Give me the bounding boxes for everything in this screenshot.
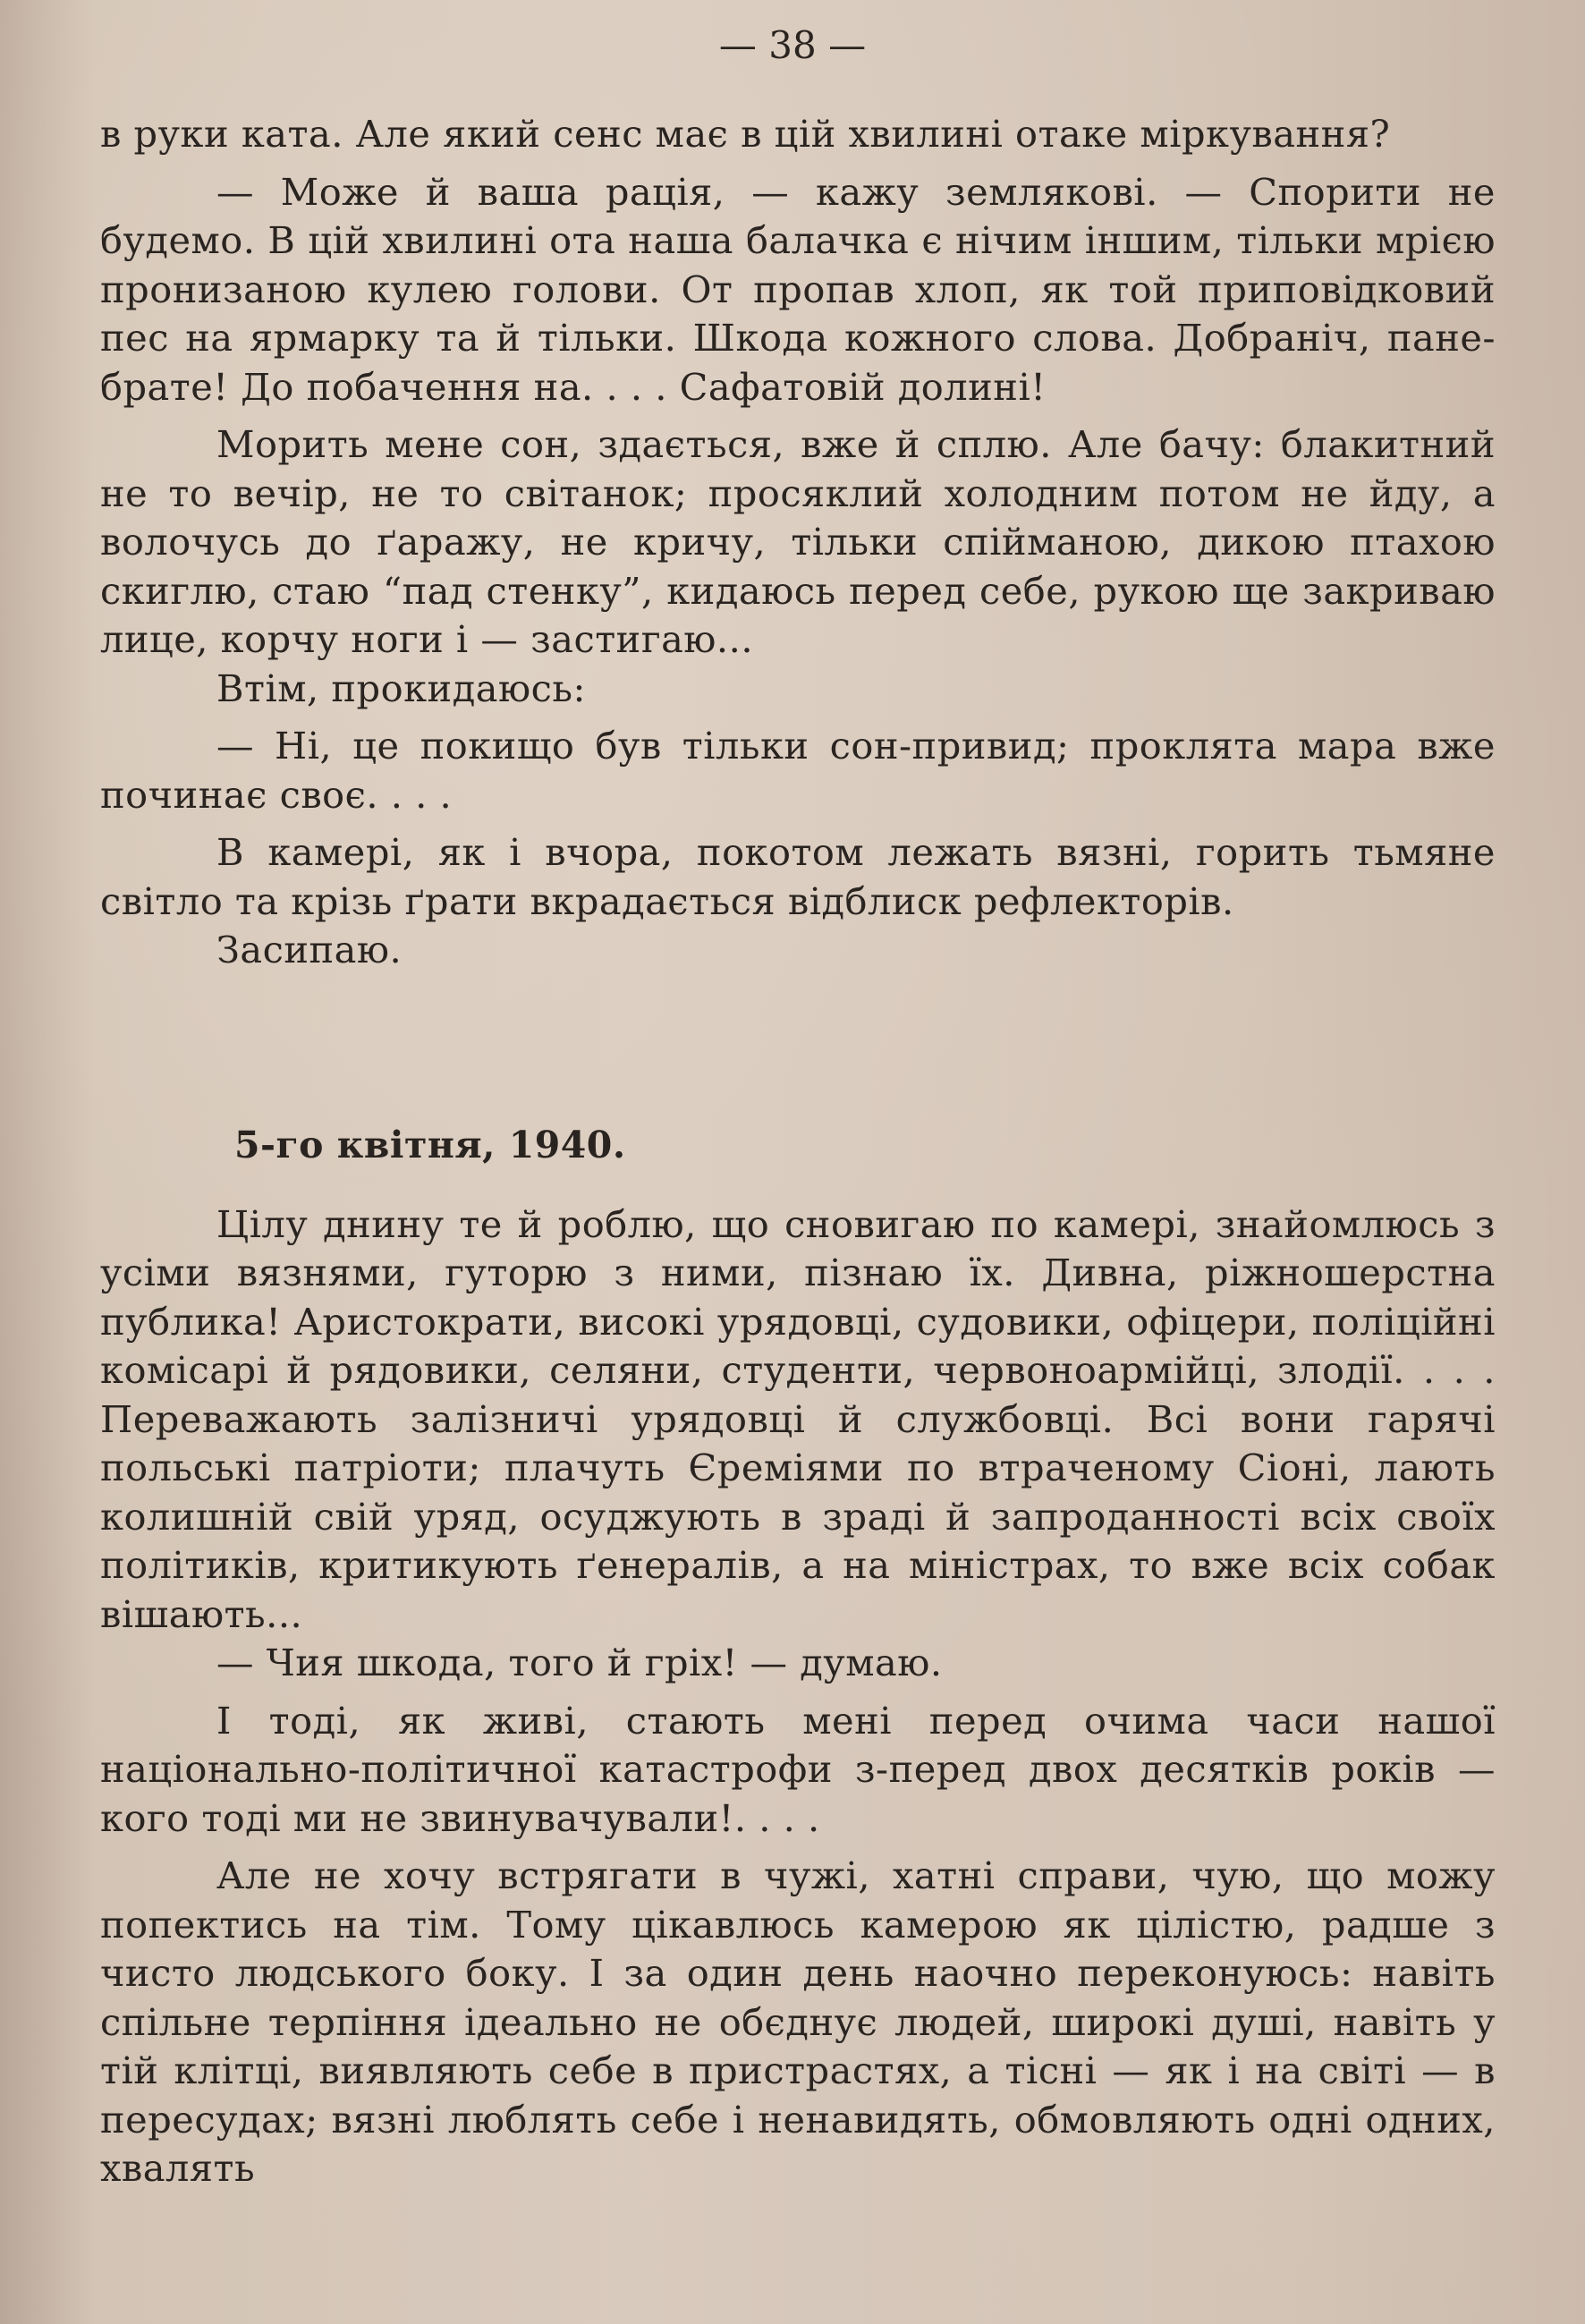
text-block-entry: [100, 1121, 1496, 2193]
paragraph: Морить мене сон, здається, вже й сплю. Але бачу: блакитний не то вечір, не то світанок; просяклий холодним потом не йду, а волочусь до ґаражу, не кричу, тільки спійманою, дикою птахою скиглю, стаю “пад стенку”, кидаюсь перед себе, рукою ще закриваю лице, корчу ноги і — застигаю...: [100, 422, 1496, 661]
page-number: — 38 —: [718, 23, 867, 67]
paragraph: І тоді, як живі, стають мені перед очима часи нашої національно-політичної катастрофи з-перед двох десятків років — кого тоді ми не звинувачували!. . . .: [100, 1698, 1496, 1840]
paragraph: в руки ката. Але який сенс має в цій хвилині отаке міркування?: [100, 112, 1391, 156]
paragraph: Втім, прокидаюсь:: [216, 666, 586, 710]
paragraph: В камері, як і вчора, покотом лежать вязні, горить тьмяне світло та крізь ґрати вкрадається відблиск рефлекторів.: [100, 830, 1496, 923]
text-block-top: [100, 110, 1496, 975]
paragraph: Цілу днину те й роблю, що сновигаю по камері, знайомлюсь з усіми вязнями, гуторю з ними, пізнаю їх. Дивна, ріжношерстна публика! Аристократи, високі урядовці, судовики, офіцери, поліційні комісарі й рядовики, селяни, студенти, червоноармійці, злодії. . . . Переважають залізничі урядовці й службовці. Всі вони гарячі польські патріоти; плачуть Єреміями по втраченому Сіоні, лають колишній свій уряд, осуджують в зраді й запроданності всіх своїх політиків, критикують ґенералів, а на міністрах, то вже всіх собак вішають...: [100, 1201, 1496, 1636]
paragraph: — Чия шкода, того й гріх! — думаю.: [216, 1641, 943, 1684]
paragraph: — Може й ваша рація, — кажу землякові. — Спорити не будемо. В цій хвилині ота наша балачка є нічим іншим, тільки мрією пронизаною кулею голови. От пропав хлоп, як той приповідковий пес на ярмарку та й тільки. Шкода кожного слова. Добраніч, пане-брате! До побачення на. . . . Сафатовій долині!: [100, 169, 1496, 409]
paragraph: Але не хочу встрягати в чужі, хатні справи, чую, що можу попектись на тім. Тому цікавлюсь камерою як цілістю, радше з чисто людського боку. І за один день наочно переконуюсь: навіть спільне терпіння ідеально не обєднує людей, широкі душі, навіть у тій клітці, виявляють себе в пристрастях, а тісні — як і на світі — в пересудах; вязні люблять себе і ненавидять, обмовляють одні одних, хвалять: [100, 1853, 1496, 2190]
date-heading: 5-го квітня, 1940.: [234, 1124, 626, 1166]
paragraph: Засипаю.: [216, 928, 403, 971]
paragraph: — Ні, це покищо був тільки сон-привид; проклята мара вже починає своє. . . .: [100, 724, 1496, 817]
